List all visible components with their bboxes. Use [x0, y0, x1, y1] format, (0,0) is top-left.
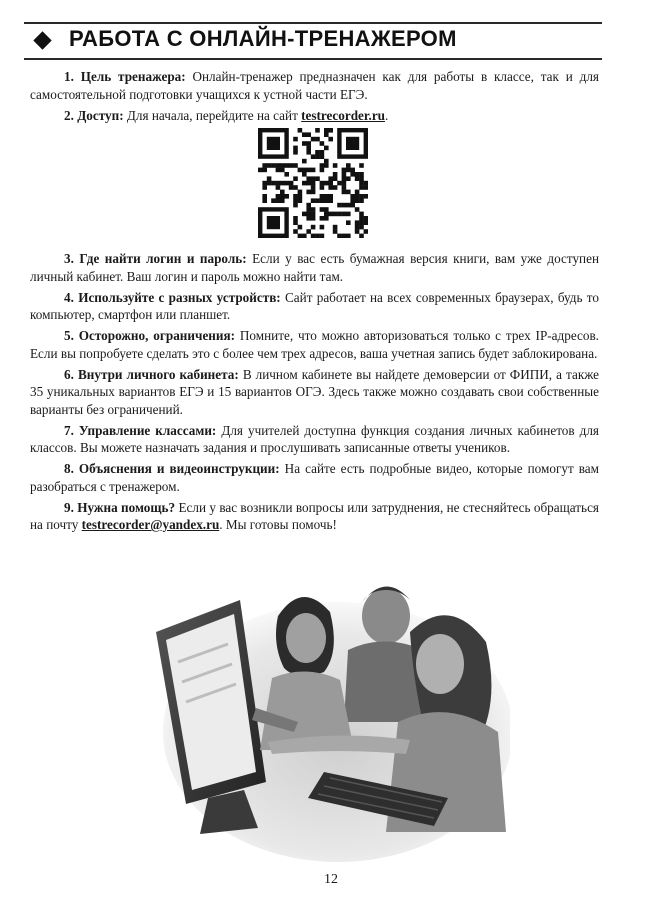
item-3-label: 3. Где найти логин и пароль: — [64, 251, 247, 266]
item-9-text: Если у вас возникли вопросы или затруднения, не стесняйтесь обращаться на почту — [30, 499, 599, 532]
item-3-text: Если у вас есть бумажная версия книги, вам уже доступен личный кабинет. Ваш логин и пароль можно найти там. — [30, 251, 600, 284]
header-bottom-rule — [24, 58, 602, 60]
item-2: 2. Доступ: Для начала, перейдите на сайт testrecorder.ru. — [64, 107, 389, 123]
email-link[interactable]: testrecorder@yandex.ru — [81, 517, 220, 532]
intro-block — [30, 68, 599, 128]
item-5-text: Помните, что можно авторизоваться только с трех IP-адресов. Если вы попробуете сделать это с более чем трех адресов, ваша учетная запись будет заблокирована. — [30, 328, 599, 361]
page-title: РАБОТА С ОНЛАЙН-ТРЕНАЖЕРОМ — [69, 26, 457, 51]
item-4-label: 4. Используйте с разных устройств: — [64, 289, 281, 305]
item-8-label: 8. Объяснения и видеоинструкции: — [64, 461, 280, 476]
item-4-text: Сайт работает на всех современных браузерах, будь то компьютер, смартфон или планшет. — [30, 289, 599, 322]
item-1-label: 1. Цель тренажера: — [64, 69, 186, 84]
item-5-label: 5. Осторожно, ограничения: — [64, 328, 236, 343]
item-5 — [30, 327, 599, 362]
qr-code-icon[interactable] — [258, 128, 368, 238]
item-1-text: Онлайн-тренажер предназначен как для работы в классе, так и для самостоятельной подготовки учащихся к устной части ЕГЭ. — [30, 69, 599, 102]
item-2-text: Для начала, перейдите на сайт — [123, 107, 302, 123]
item-7-label: 7. Управление классами: — [64, 422, 217, 438]
item-7-text: Для учителей доступна функция создания личных кабинетов для классов. Вы можете назначать задания и прослушивать записанные ответы учеников. — [30, 422, 599, 455]
section-header — [36, 26, 457, 52]
item-9: 9. Нужна помощь? Если у вас возникли вопросы или затруднения, не стесняйтесь обращаться на почту testrecorder@yandex.ru. Мы готовы помочь! — [30, 499, 599, 532]
header-top-rule — [24, 22, 602, 24]
item-8-text: На сайте есть подробные видео, которые помогут вам разобраться с тренажером. — [30, 461, 599, 494]
item-3 — [30, 250, 599, 285]
diamond-bullet-icon — [33, 31, 51, 49]
item-8 — [30, 460, 599, 495]
item-4 — [30, 289, 599, 324]
item-1 — [30, 68, 599, 103]
page-number: 12 — [324, 872, 338, 887]
item-6-label: 6. Внутри личного кабинета: — [64, 366, 239, 382]
item-6-text: В личном кабинете вы найдете демоверсии от ФИПИ, а также 35 уникальных вариантов ЕГЭ и 15 вариантов ОГЭ. Здесь также можно создавать свои собственные варианты без ограничений. — [30, 366, 600, 417]
items-block — [30, 250, 599, 537]
site-link[interactable]: testrecorder.ru — [301, 107, 386, 123]
item-6 — [30, 366, 599, 419]
students-at-computer-illustration — [148, 572, 510, 868]
item-7 — [30, 422, 599, 457]
item-2-label: 2. Доступ: — [64, 107, 124, 123]
item-9-label: 9. Нужна помощь? — [64, 499, 176, 515]
